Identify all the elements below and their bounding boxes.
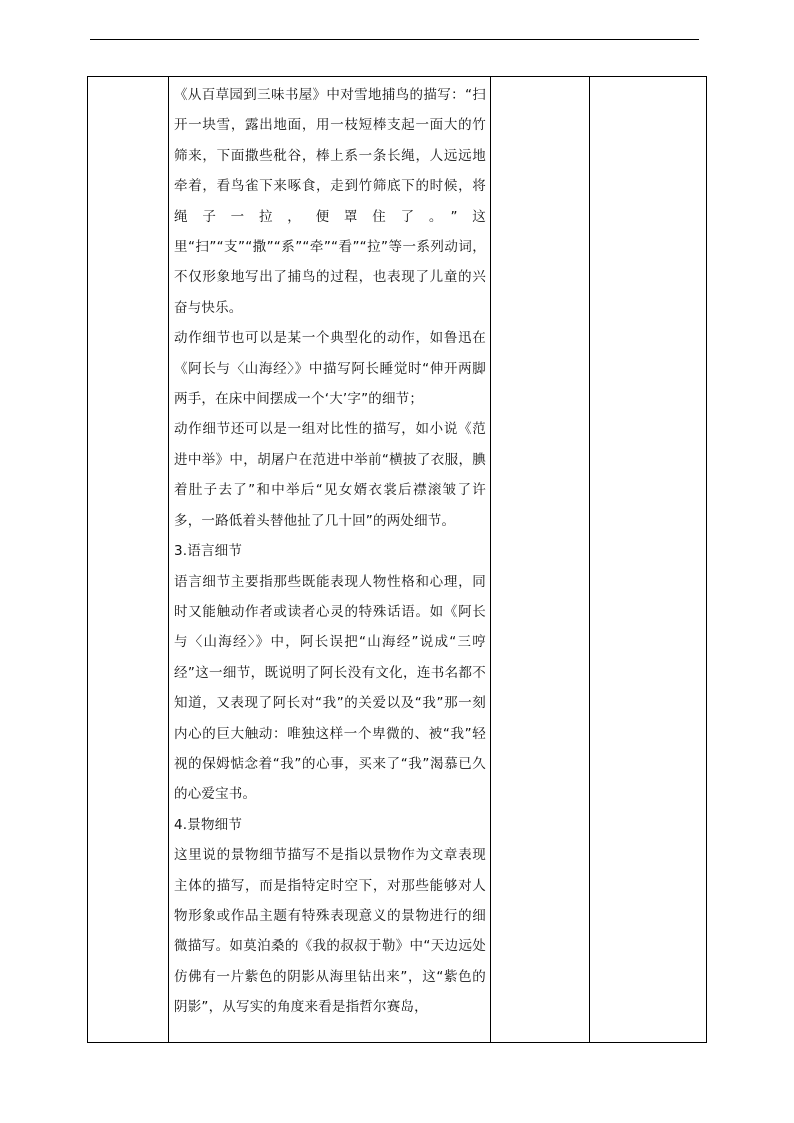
heading-scenery-detail: 4.景物细节 bbox=[174, 816, 243, 833]
paragraph-language-detail: 语言细节主要指那些既能表现人物性格和心理，同时又能触动作者或读者心灵的特殊话语。如《阿长与〈山海经〉》中，阿长误把“山海经”说成“三哼经”这一细节，既说明了阿长没有文化，连书名都不知道，又表现了阿长对“我”的关爱以及“我”那一刻内心的巨大触动：唯独这样一个卑微的、被“我”轻视的保姆惦念着“我”的心事，买来了“我”渴慕已久的心爱宝书。 bbox=[174, 573, 486, 803]
table-cell-left bbox=[88, 77, 168, 1042]
table-cell-right-2 bbox=[590, 77, 706, 1042]
paragraph-contrast-action: 动作细节还可以是一组对比性的描写，如小说《范进中举》中，胡屠户在范进中举前“横披了衣服，腆着肚子去了”和中举后“见女婿衣裳后襟滚皱了许多，一路低着头替他扯了几十回”的两处细节。 bbox=[174, 421, 486, 529]
paragraph-bird-catching: 《从百草园到三味书屋》中对雪地捕鸟的描写：“扫开一块雪，露出地面，用一枝短棒支起一面大的竹筛来，下面撒些秕谷，棒上系一条长绳，人远远地牵着，看鸟雀下来啄食，走到竹筛底下的时候，将绳子一拉，便罩住了。”这里“扫”“支”“撒”“系”“牵”“看”“拉”等一系列动词，不仅形象地写出了捕鸟的过程，也表现了儿童的兴奋与快乐。 bbox=[174, 87, 486, 316]
header-rule bbox=[90, 39, 699, 40]
paragraph-typical-action: 动作细节也可以是某一个典型化的动作，如鲁迅在《阿长与〈山海经〉》中描写阿长睡觉时“伸开两脚两手，在床中间摆成一个‘大’字”的细节； bbox=[174, 330, 486, 408]
table-cell-right-1 bbox=[491, 77, 589, 1042]
document-table bbox=[87, 76, 707, 1043]
heading-language-detail: 3.语言细节 bbox=[174, 543, 243, 560]
paragraph-scenery-detail: 这里说的景物细节描写不是指以景物作为文章表现主体的描写，而是指特定时空下，对那些能够对人物形象或作品主题有特殊表现意义的景物进行的细微描写。如莫泊桑的《我的叔叔于勒》中“天边远处仿佛有一片紫色的阴影从海里钻出来”，这“紫色的阴影”，从写实的角度来看是指哲尔赛岛， bbox=[174, 847, 486, 1016]
content-cell bbox=[174, 80, 486, 1040]
column-divider bbox=[168, 77, 169, 1042]
